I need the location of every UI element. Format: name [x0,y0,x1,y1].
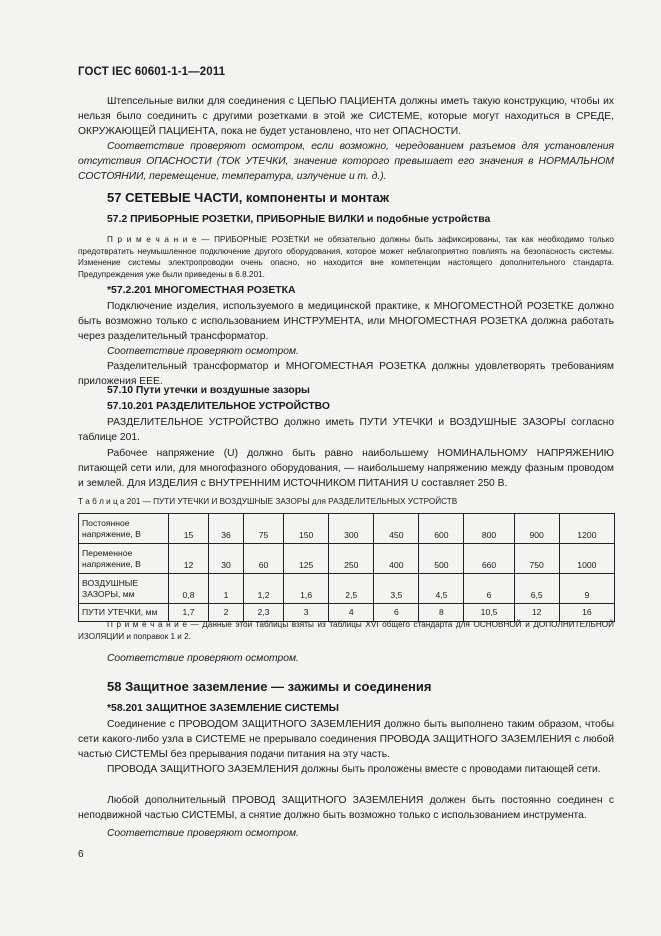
section-58-201-heading: *58.201 ЗАЩИТНОЕ ЗАЗЕМЛЕНИЕ СИСТЕМЫ [107,703,339,714]
table-cell: 300 [329,514,374,544]
table-caption-text: 201 — ПУТИ УТЕЧКИ И ВОЗДУШНЫЕ ЗАЗОРЫ для РАЗДЕЛИТЕЛЬНЫХ УСТРОЙСТВ [124,497,458,506]
section-57-2-heading: 57.2 ПРИБОРНЫЕ РОЗЕТКИ, ПРИБОРНЫЕ ВИЛКИ и подобные устройства [107,214,491,225]
table-cell: 30 [209,544,244,574]
row-label: Переменное напряжение, В [79,544,169,574]
table-cell: 8 [419,604,464,622]
note-text: — ПРИБОРНЫЕ РОЗЕТКИ не обязательно должны быть зафиксированы, так как необходимо только предотвратить неумышленное подключение другого оборудования, которое может неблагоприятно повлиять на безопасность системы. Изменение системы электропроводки очень опасно, но находится вне компетенции настоящего дополнительного стандарта. Предупреждения уже были приведены в 6.8.201. [78,235,614,279]
document-header: ГОСТ IEC 60601-1-1—2011 [78,66,226,78]
page-number: 6 [78,849,84,860]
table-cell: 16 [559,604,614,622]
table-row [79,514,615,544]
table-cell: 6,5 [514,574,559,604]
paragraph-separating-transformer: Разделительный трансформатор и МНОГОМЕСТНАЯ РОЗЕТКА должны удовлетворять требованиям приложения EEE. [78,361,614,387]
section-57-2-201-heading: *57.2.201 МНОГОМЕСТНАЯ РОЗЕТКА [107,285,296,296]
table-cell: 60 [244,544,284,574]
table-cell: 36 [209,514,244,544]
table-cell: 2,5 [329,574,374,604]
paragraph-working-voltage: Рабочее напряжение (U) должно быть равно наибольшему НОМИНАЛЬНОМУ НАПРЯЖЕНИЮ питающей сети или, для многофазного оборудования, — наибольшему напряжению между фазным проводом и землей. Для ИЗДЕЛИЯ с ВНУТРЕННИМ ИСТОЧНИКОМ ПИТАНИЯ U составляет 250 В. [78,448,614,489]
table-caption [78,497,457,506]
compliance-check-2: Соответствие проверяют осмотром. [107,653,299,664]
table-cell: 900 [514,514,559,544]
table-cell: 3,5 [374,574,419,604]
table-cell: 15 [169,514,209,544]
table-cell: 125 [284,544,329,574]
table-cell: 660 [464,544,514,574]
paragraph-compliance-check: Соответствие проверяют осмотром, если возможно, чередованием разъемов для установления отсутствия ОПАСНОСТИ (ТОК УТЕЧКИ, значение которого превышает его значения в НОРМАЛЬНОМ СОСТОЯНИИ, перемещение, температура, излучение и т. д.). [78,141,614,182]
section-57-10-201-heading: 57.10.201 РАЗДЕЛИТЕЛЬНОЕ УСТРОЙСТВО [107,401,330,412]
table-cell: 12 [169,544,209,574]
clearance-table [78,513,615,622]
note-label: П р и м е ч а н и е [107,235,197,244]
paragraph-protective-earth-connection: Соединение с ПРОВОДОМ ЗАЩИТНОГО ЗАЗЕМЛЕНИЯ должно быть выполнено таким образом, чтобы сети какого-либо узла в СИСТЕМЕ не прерывало соединения ПРОВОДА ЗАЩИТНОГО ЗАЗЕМЛЕНИЯ с любой частью СИСТЕМЫ без прерывания подачи питания на эту часть. [78,719,614,760]
table-cell: 75 [244,514,284,544]
table-cell: 12 [514,604,559,622]
table-cell: 4 [329,604,374,622]
row-label: ВОЗДУШНЫЕ ЗАЗОРЫ, мм [79,574,169,604]
section-57-10-heading: 57.10 Пути утечки и воздушные зазоры [107,385,310,396]
note-text: — Данные этой таблицы взяты из таблицы XVI общего стандарта для ОСНОВНОЙ и ДОПОЛНИТЕЛЬНОЙ ИЗОЛЯЦИИ и поправок 1 и 2. [78,620,614,641]
paragraph-protective-earth-routing: ПРОВОДА ЗАЩИТНОГО ЗАЗЕМЛЕНИЯ должны быть проложены вместе с проводами питающей сети. [107,764,601,775]
table-cell: 450 [374,514,419,544]
table-cell: 1000 [559,544,614,574]
row-label: ПУТИ УТЕЧКИ, мм [79,604,169,622]
table-cell: 1,7 [169,604,209,622]
table-cell: 800 [464,514,514,544]
paragraph-multiple-socket: Подключение изделия, используемого в медицинской практике, к МНОГОМЕСТНОЙ РОЗЕТКЕ должно быть возможно только с использованием ИНСТРУМЕНТА, или МНОГОМЕСТНАЯ РОЗЕТКА должна работать через разделительный трансформатор. [78,301,614,342]
table-cell: 6 [464,574,514,604]
table-cell: 0,8 [169,574,209,604]
note-table-source [78,619,614,642]
table-cell: 150 [284,514,329,544]
table-cell: 500 [419,544,464,574]
note-label: П р и м е ч а н и е [107,620,187,629]
table-cell: 1 [209,574,244,604]
table-cell: 400 [374,544,419,574]
paragraph-additional-earth-conductor: Любой дополнительный ПРОВОД ЗАЩИТНОГО ЗАЗЕМЛЕНИЯ должен быть постоянно соединен с неподвижной частью СИСТЕМЫ, а снятие должно быть возможно только с использованием инструмента. [78,795,614,821]
compliance-check-1: Соответствие проверяют осмотром. [107,346,299,357]
table-cell: 1,6 [284,574,329,604]
table-cell: 10,5 [464,604,514,622]
paragraph-separating-device: РАЗДЕЛИТЕЛЬНОЕ УСТРОЙСТВО должно иметь ПУТИ УТЕЧКИ и ВОЗДУШНЫЕ ЗАЗОРЫ согласно таблице 201. [78,417,614,443]
table-caption-label: Т а б л и ц а [78,497,125,506]
table-cell: 250 [329,544,374,574]
note-appliance-sockets [78,234,614,280]
table-cell: 2,3 [244,604,284,622]
compliance-check-3: Соответствие проверяют осмотром. [107,828,299,839]
table-cell: 4,5 [419,574,464,604]
table-cell: 750 [514,544,559,574]
table-cell: 3 [284,604,329,622]
table-cell: 1200 [559,514,614,544]
table-cell: 6 [374,604,419,622]
section-57-heading: 57 СЕТЕВЫЕ ЧАСТИ, компоненты и монтаж [107,190,390,205]
table-row [79,574,615,604]
table-cell: 1,2 [244,574,284,604]
table-cell: 9 [559,574,614,604]
table-cell: 2 [209,604,244,622]
table-row [79,544,615,574]
table-cell: 600 [419,514,464,544]
paragraph-plug-requirements: Штепсельные вилки для соединения с ЦЕПЬЮ ПАЦИЕНТА должны иметь такую конструкцию, чтобы их нельзя было соединить с другими розетками в этой же СИСТЕМЕ, которые могут находиться в СРЕДЕ, ОКРУЖАЮЩЕЙ ПАЦИЕНТА, пока не будет установлено, что нет ОПАСНОСТИ. [78,96,614,137]
section-58-heading: 58 Защитное заземление — зажимы и соединения [107,679,432,694]
row-label: Постоянное напряжение, В [79,514,169,544]
